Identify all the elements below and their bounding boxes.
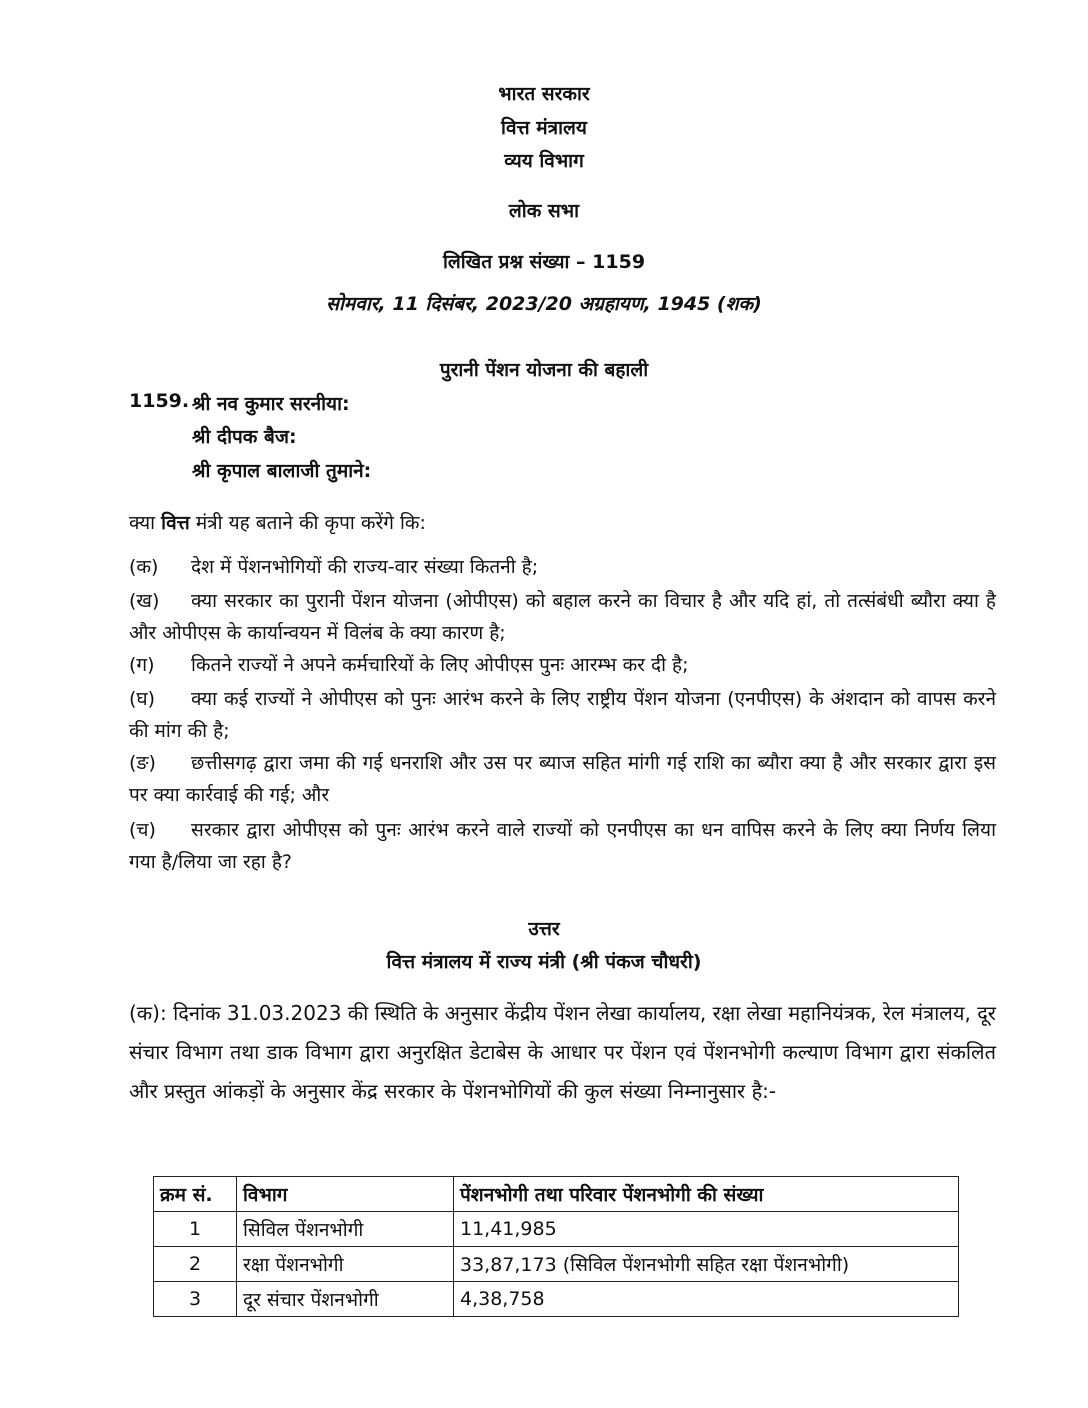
table-cell: दूर संचार पेंशनभोगी [237, 1282, 454, 1317]
question-subject: पुरानी पेंशन योजना की बहाली [439, 359, 649, 381]
table-cell: रक्षा पेंशनभोगी [237, 1247, 454, 1282]
table-header: विभाग [237, 1177, 454, 1212]
question-part-ga: (ग) कितने राज्यों ने अपने कर्मचारियों के लिए ओपीएस पुनः आरम्भ कर दी है; [129, 654, 689, 676]
question-part-kha: (ख) क्या सरकार का पुरानी पेंशन योजना (ओपीएस) को बहाल करने का विचार है और यदि हां, तो तत्संबंधी ब्यौरा क्या है और ओपीएस के कार्यान्वयन में विलंब के क्या कारण है; [129, 590, 996, 644]
question-part-cha: (च) सरकार द्वारा ओपीएस को पुनः आरंभ करने वाले राज्यों को एनपीएस का धन वापिस करने के लिए क्या निर्णय लिया गया है/लिया जा रहा है? [129, 819, 996, 873]
member-name: श्री दीपक बैज: [192, 426, 297, 448]
question-part-ka: (क) देश में पेंशनभोगियों की राज्य-वार संख्या कितनी है; [129, 556, 539, 578]
table-cell: सिविल पेंशनभोगी [237, 1212, 454, 1247]
member-question-number: 1159. [129, 390, 190, 412]
member-name: श्री कृपाल बालाजी तुमाने: [192, 460, 372, 482]
table-row [154, 1212, 959, 1247]
pensioners-table [153, 1176, 959, 1317]
answer-paragraph: (क): दिनांक 31.03.2023 की स्थिति के अनुसार केंद्रीय पेंशन लेखा कार्यालय, रक्षा लेखा महानियंत्रक, रेल मंत्रालय, दूर संचार विभाग तथा डाक विभाग द्वारा अनुरक्षित डेटाबेस के आधार पर पेंशन एवं पेंशनभोगी कल्याण विभाग द्वारा संकलित और प्रस्तुत आंकड़ों के अनुसार केंद्र सरकार के पेंशनभोगियों की कुल संख्या निम्नानुसार है:- [129, 1001, 996, 1103]
table-header: पेंशनभोगी तथा परिवार पेंशनभोगी की संख्या [454, 1177, 959, 1212]
header-government: भारत सरकार [498, 83, 590, 105]
table-header-row [154, 1177, 959, 1212]
table-row [154, 1282, 959, 1317]
question-part-gha: (घ) क्या कई राज्यों ने ओपीएस को पुनः आरंभ करने के लिए राष्ट्रीय पेंशन योजना (एनपीएस) के अंशदान को वापस करने की मांग की है; [129, 688, 996, 742]
question-date: सोमवार, 11 दिसंबर, 2023/20 अग्रहायण, 1945 (शक) [326, 293, 762, 315]
table-row [154, 1247, 959, 1282]
table-cell: 11,41,985 [454, 1212, 959, 1247]
table-cell: 3 [154, 1282, 237, 1317]
header-house: लोक सभा [508, 200, 580, 222]
table-header: क्रम सं. [154, 1177, 237, 1212]
member-name: श्री नव कुमार सरनीया: [192, 393, 350, 415]
header-ministry: वित्त मंत्रालय [501, 117, 587, 139]
table-cell: 33,87,173 (सिविल पेंशनभोगी सहित रक्षा पेंशनभोगी) [454, 1247, 959, 1282]
question-number-title: लिखित प्रश्न संख्या – 1159 [442, 251, 646, 273]
question-intro: क्या वित्त मंत्री यह बताने की कृपा करेंगे कि: [129, 512, 426, 534]
table-cell: 1 [154, 1212, 237, 1247]
answer-minister: वित्त मंत्रालय में राज्य मंत्री (श्री पंकज चौधरी) [386, 951, 702, 973]
answer-heading: उत्तर [528, 918, 560, 940]
question-part-nga: (ङ) छत्तीसगढ़ द्वारा जमा की गई धनराशि और उस पर ब्याज सहित मांगी गई राशि का ब्यौरा क्या है और सरकार द्वारा इस पर क्या कार्रवाई की गई; और [129, 752, 996, 806]
table-cell: 4,38,758 [454, 1282, 959, 1317]
table-cell: 2 [154, 1247, 237, 1282]
header-department: व्यय विभाग [504, 150, 584, 172]
